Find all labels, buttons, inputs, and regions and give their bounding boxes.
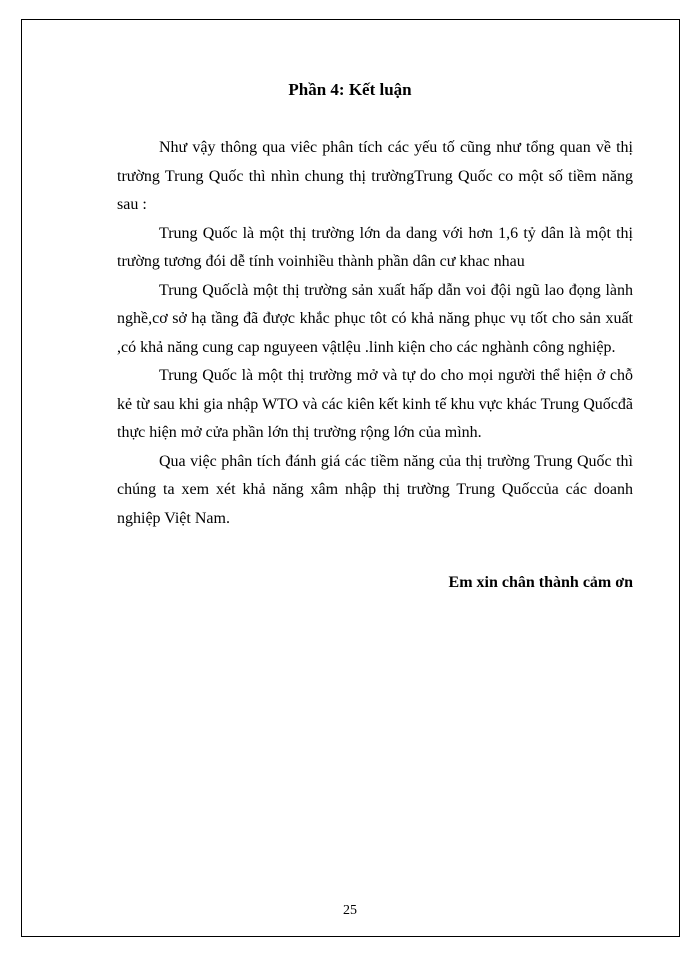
paragraph-conclusion: Qua việc phân tích đánh giá các tiềm năng của thị trường Trung Quốc thì chúng ta xem xét khả năng xâm nhập thị trường Trung Quốccủa các doanh nghiệp Việt Nam. bbox=[117, 452, 633, 527]
paragraph-intro: Như vậy thông qua viêc phân tích các yếu tố cũng như tổng quan về thị trường Trung Quốc thì nhìn chung thị trườngTrung Quốc co một số tiềm năng sau : bbox=[117, 139, 633, 213]
paragraph-open-market: Trung Quốc là một thị trường mở và tự do cho mọi người thể hiện ở chỗ kẻ từ sau khi gia nhập WTO và các kiên kết kinh tế khu vực khác Trung Quốcđã thực hiện mở cửa phần lớn thị trường rộng lớn của mình. bbox=[117, 367, 633, 441]
section-title: Phần 4: Kết luận bbox=[288, 80, 412, 99]
paragraph-market-size: Trung Quốc là một thị trường lớn da dang với hơn 1,6 tỷ dân là một thị trường tương đói dễ tính voinhiều thành phần dân cư khac nhau bbox=[117, 224, 633, 270]
paragraph-production: Trung Quốclà một thị trường sản xuất hấp dẫn voi đội ngũ lao đọng lành nghề,cơ sở hạ tầng đã được khắc phục tôt có khả năng phục vụ tốt cho sản xuất ,có khả năng cung cap nguyeen vậtlệu .linh kiện cho các nghành công nghiệp. bbox=[117, 281, 633, 356]
body-text bbox=[117, 134, 633, 533]
closing-thanks: Em xin chân thành cảm ơn bbox=[448, 574, 633, 591]
page-number: 25 bbox=[343, 903, 357, 918]
